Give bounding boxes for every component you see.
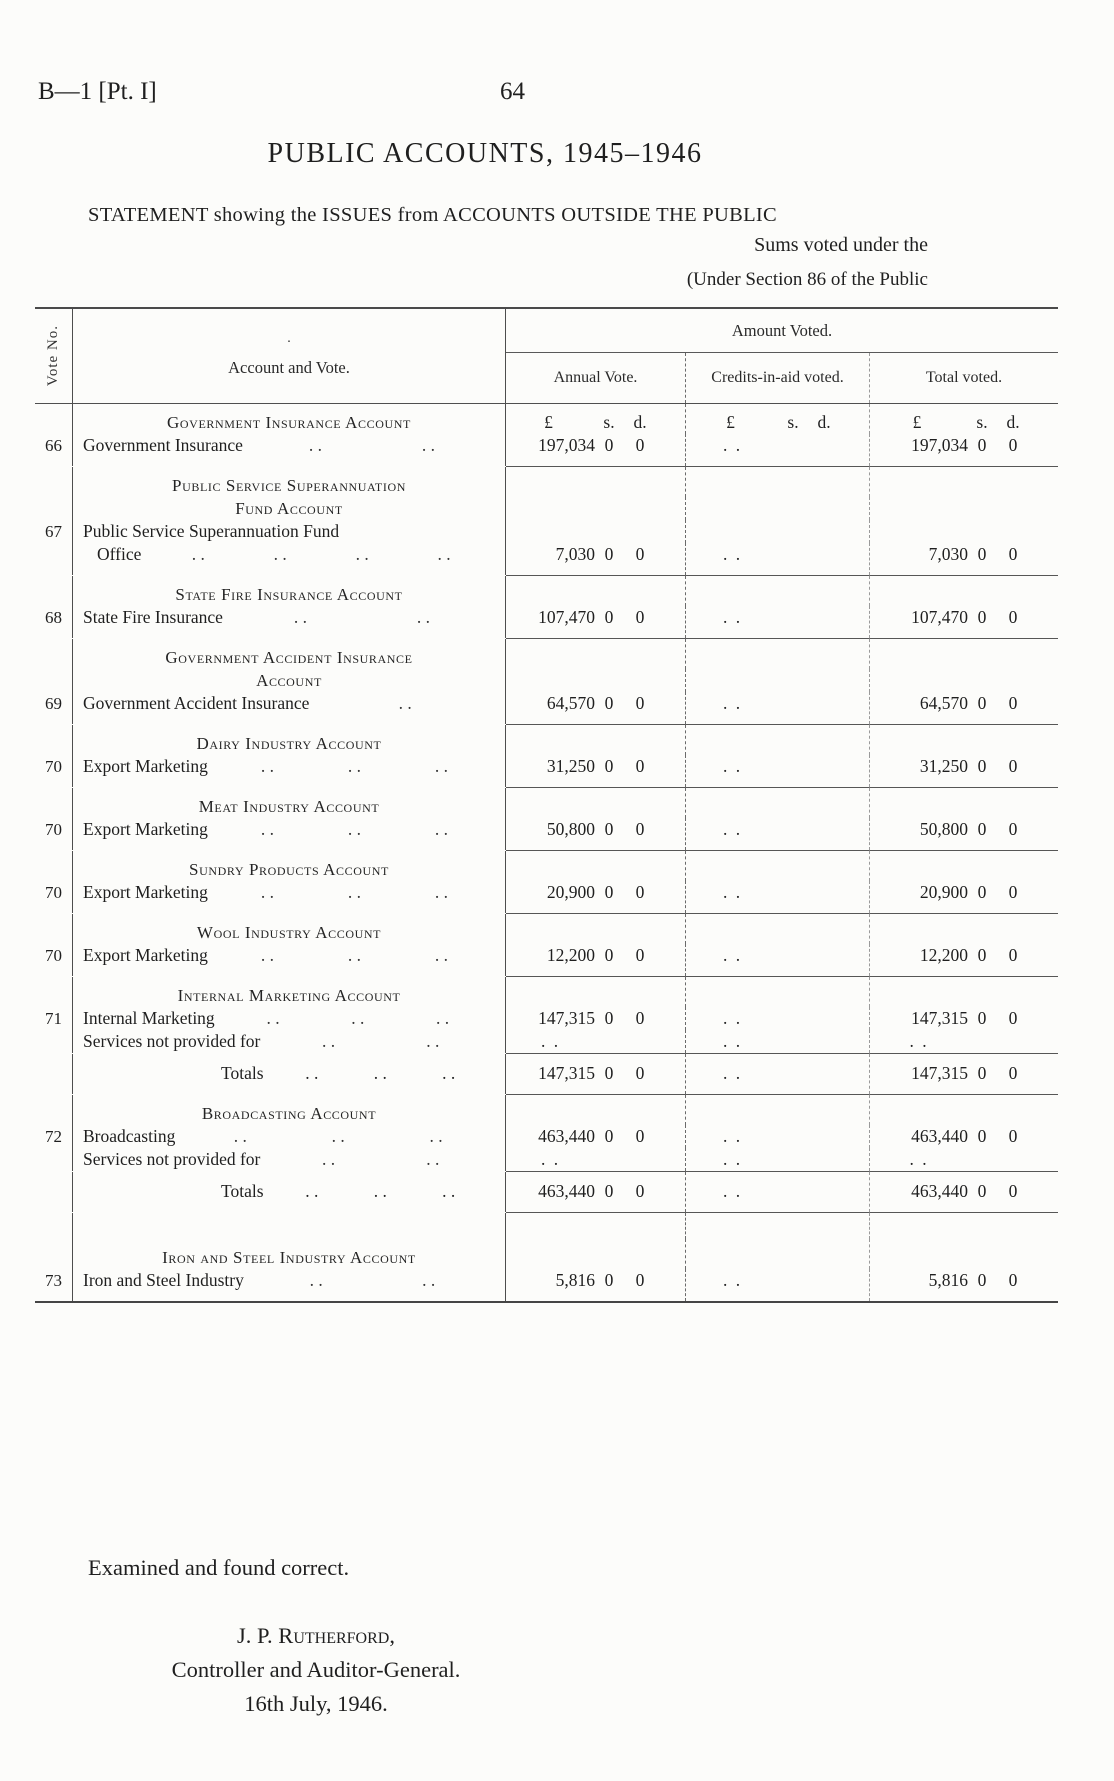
- account-label: [73, 818, 506, 850]
- signature-title: Controller and Auditor-General.: [171, 1657, 461, 1682]
- empty-cell: [506, 851, 686, 881]
- account-label: [73, 1148, 506, 1171]
- amount-total: 7,030 0 0: [928, 544, 1018, 564]
- dot-leader: . .: [321, 1031, 336, 1051]
- account-label: [73, 1269, 506, 1301]
- account-label: [73, 944, 506, 976]
- dot-leader: . .: [416, 607, 431, 627]
- amount-total: 463,440 0 0: [911, 1126, 1018, 1146]
- account-heading: Broadcasting Account: [73, 1095, 506, 1125]
- spacer-cell: [73, 1213, 506, 1239]
- amount-annual: 7,030 0 0: [506, 543, 686, 575]
- empty-cell: [686, 467, 870, 497]
- vote-cell: [35, 851, 73, 881]
- dot-leader: . .: [434, 819, 449, 839]
- dot-leader: . .: [398, 693, 412, 713]
- empty-cell: [506, 1095, 686, 1125]
- vote-cell: [35, 639, 73, 669]
- amount-credits: . .: [686, 1172, 870, 1212]
- column-header-amount-voted: Amount Voted.: [506, 309, 1058, 353]
- table-header: [35, 309, 1058, 404]
- dot-leader: . .: [260, 756, 274, 776]
- amount-annual: 463,440 0 0: [506, 1125, 686, 1148]
- account-label-text: Services not provided for: [83, 1031, 261, 1051]
- amount-annual: 463,440 0 0: [506, 1172, 686, 1212]
- empty-cell: [870, 467, 1058, 497]
- amount-total: £ s. d.: [912, 412, 1020, 432]
- dot-leader: . .: [305, 1181, 319, 1201]
- amount-credits: . .: [686, 606, 870, 638]
- account-label-text: Export Marketing: [83, 882, 208, 902]
- dot-leader: . .: [260, 945, 274, 965]
- amount-annual: . .: [506, 1148, 686, 1171]
- vote-cell: [35, 669, 73, 692]
- signature-block: [128, 1619, 504, 1721]
- empty-cell: [686, 639, 870, 669]
- amount-total: 463,440 0 0: [911, 1181, 1018, 1201]
- vote-cell: [35, 1095, 73, 1125]
- account-label-text: Office: [97, 544, 142, 564]
- vote-number: [35, 1148, 73, 1171]
- totals-label: [73, 1054, 506, 1094]
- account-label: [73, 1007, 506, 1030]
- empty-cell: [686, 1239, 870, 1269]
- account-label: [73, 881, 506, 913]
- column-header-credits-in-aid: Credits-in-aid voted.: [686, 353, 870, 403]
- account-label: [73, 692, 506, 724]
- column-header-total-voted: Total voted.: [925, 369, 1003, 386]
- empty-cell: [506, 467, 686, 497]
- vote-cell: [35, 1054, 73, 1094]
- dot-leader: . .: [426, 1031, 440, 1051]
- empty-cell: [506, 977, 686, 1007]
- account-label: [73, 1125, 506, 1148]
- empty-cell: [686, 788, 870, 818]
- dot-leader: . .: [434, 882, 449, 902]
- doc-ref: B—1 [Pt. I]: [38, 78, 157, 105]
- empty-cell: [870, 639, 1058, 669]
- amount-annual: 12,200 0 0: [506, 944, 686, 976]
- account-label-text: Services not provided for: [83, 1149, 261, 1169]
- account-heading: Internal Marketing Account: [73, 977, 506, 1007]
- account-heading: Meat Industry Account: [73, 788, 506, 818]
- dot-leader: . .: [434, 756, 449, 776]
- amount-credits: . .: [686, 1054, 870, 1094]
- dot-leader: . .: [351, 1008, 365, 1028]
- dot-leader: . .: [421, 435, 436, 455]
- empty-cell: [506, 725, 686, 755]
- dot-leader: . .: [373, 1181, 387, 1201]
- account-heading: Dairy Industry Account: [73, 725, 506, 755]
- column-header-annual-vote: Annual Vote.: [506, 353, 686, 403]
- account-label-text: State Fire Insurance: [83, 607, 223, 627]
- amount-total: 12,200 0 0: [919, 945, 1018, 965]
- amount-total: 107,470 0 0: [911, 607, 1018, 627]
- empty-cell: [870, 914, 1058, 944]
- empty-cell: [870, 497, 1058, 520]
- dot-leader: . .: [331, 1126, 345, 1146]
- signature-name: J. P. Rutherford,: [237, 1623, 395, 1648]
- amount-total: 50,800 0 0: [919, 819, 1018, 839]
- dot-leader: . .: [437, 544, 451, 564]
- amount-total: 31,250 0 0: [919, 756, 1018, 776]
- dot-leader: . .: [260, 882, 274, 902]
- empty-cell: [506, 576, 686, 606]
- amount-credits: . .: [686, 1148, 870, 1171]
- vote-cell: [35, 788, 73, 818]
- vote-cell: [35, 914, 73, 944]
- account-header-dot: .: [287, 331, 291, 346]
- vote-number: 68: [35, 606, 73, 638]
- amount-annual: 50,800 0 0: [506, 818, 686, 850]
- account-label-text: Export Marketing: [83, 756, 208, 776]
- amount-credits: . .: [686, 1125, 870, 1148]
- account-heading: Government Insurance Account: [73, 404, 506, 434]
- amount-credits: . .: [686, 1030, 870, 1053]
- vote-number: 70: [35, 881, 73, 913]
- amount-credits: . .: [686, 1007, 870, 1030]
- amount-annual: . .: [506, 1030, 686, 1053]
- account-label: [73, 543, 506, 575]
- amount-total: 20,900 0 0: [919, 882, 1018, 902]
- dot-leader: . .: [422, 1270, 436, 1290]
- empty-cell: [870, 576, 1058, 606]
- dot-leader: . .: [321, 1149, 336, 1169]
- totals-label-text: Totals: [221, 1063, 264, 1083]
- dot-leader: . .: [436, 1008, 450, 1028]
- empty-cell: [870, 669, 1058, 692]
- dot-leader: . .: [426, 1149, 440, 1169]
- amount-total: . .: [909, 1031, 929, 1051]
- empty-cell: [686, 1095, 870, 1125]
- account-header-label: Account and Vote.: [228, 358, 350, 377]
- account-heading: State Fire Insurance Account: [73, 576, 506, 606]
- table-body: [35, 404, 1058, 1301]
- vote-number: 70: [35, 755, 73, 787]
- amount-credits: . .: [686, 818, 870, 850]
- account-heading: Account: [73, 669, 506, 692]
- vote-cell: [35, 467, 73, 497]
- amount-credits: . .: [686, 434, 870, 466]
- empty-cell: [506, 1239, 686, 1269]
- dot-leader: . .: [442, 1063, 456, 1083]
- vote-cell: [35, 404, 73, 434]
- amount-annual: 197,034 0 0: [506, 434, 686, 466]
- dot-leader: . .: [429, 1126, 443, 1146]
- empty-cell: [506, 520, 686, 543]
- account-label: [73, 434, 506, 466]
- amount-annual: £ s. d.: [506, 404, 686, 434]
- amount-credits: . .: [686, 755, 870, 787]
- vote-number: 73: [35, 1269, 73, 1301]
- dot-leader: . .: [347, 756, 362, 776]
- empty-cell: [686, 914, 870, 944]
- amount-total: 147,315 0 0: [911, 1008, 1018, 1028]
- empty-cell: [870, 788, 1058, 818]
- amount-total: 64,570 0 0: [919, 693, 1018, 713]
- dot-leader: . .: [233, 1126, 247, 1146]
- amount-annual: 64,570 0 0: [506, 692, 686, 724]
- account-label: [73, 1030, 506, 1053]
- vote-cell: [35, 1172, 73, 1212]
- vote-cell: [35, 576, 73, 606]
- account-label-text: Iron and Steel Industry: [83, 1270, 244, 1290]
- account-heading: Government Accident Insurance: [73, 639, 506, 669]
- vote-cell: [35, 977, 73, 1007]
- account-label-text: Government Insurance: [83, 435, 243, 455]
- vote-number: 66: [35, 434, 73, 466]
- vote-number: 69: [35, 692, 73, 724]
- totals-label: [73, 1172, 506, 1212]
- vote-no-label: Vote No.: [45, 325, 61, 387]
- dot-leader: . .: [273, 544, 287, 564]
- vote-number: 67: [35, 520, 73, 543]
- vote-number: 72: [35, 1125, 73, 1148]
- dot-leader: . .: [260, 819, 274, 839]
- empty-cell: [506, 639, 686, 669]
- empty-cell: [686, 851, 870, 881]
- page-number: 64: [500, 78, 525, 105]
- amount-annual: 31,250 0 0: [506, 755, 686, 787]
- vote-number: [35, 543, 73, 575]
- statement-subline: Sums voted under the: [754, 234, 928, 256]
- dot-leader: . .: [347, 819, 362, 839]
- empty-cell: [506, 669, 686, 692]
- empty-cell: [870, 1239, 1058, 1269]
- account-heading: Public Service Superannuation: [73, 467, 506, 497]
- amount-credits: . .: [686, 1269, 870, 1301]
- dot-leader: . .: [305, 1063, 319, 1083]
- statement-section-note: (Under Section 86 of the Public: [686, 269, 928, 290]
- account-label-text: Export Marketing: [83, 819, 208, 839]
- signature-date: 16th July, 1946.: [244, 1691, 388, 1716]
- amount-credits: . .: [686, 944, 870, 976]
- empty-cell: [870, 851, 1058, 881]
- amount-credits: . .: [686, 881, 870, 913]
- page-title: PUBLIC ACCOUNTS, 1945–1946: [267, 138, 703, 169]
- column-header-vote-no: [35, 309, 73, 403]
- amount-annual: 107,470 0 0: [506, 606, 686, 638]
- accounts-table: [35, 307, 1058, 1303]
- amount-credits: £ s. d.: [686, 404, 870, 434]
- spacer-cell: [35, 1213, 73, 1239]
- vote-cell: [35, 497, 73, 520]
- empty-cell: [686, 576, 870, 606]
- dot-leader: . .: [309, 1270, 323, 1290]
- spacer-cell: [506, 1213, 686, 1239]
- vote-number: 70: [35, 818, 73, 850]
- empty-cell: [870, 977, 1058, 1007]
- dot-leader: . .: [434, 945, 449, 965]
- account-heading: Iron and Steel Industry Account: [73, 1239, 506, 1269]
- vote-number: [35, 1030, 73, 1053]
- spacer-cell: [870, 1213, 1058, 1239]
- amount-total: 197,034 0 0: [911, 435, 1018, 455]
- dot-leader: . .: [293, 607, 308, 627]
- dot-leader: . .: [355, 544, 369, 564]
- account-heading: Fund Account: [73, 497, 506, 520]
- amount-annual: 147,315 0 0: [506, 1054, 686, 1094]
- account-label-text: Broadcasting: [83, 1126, 176, 1146]
- empty-cell: [686, 725, 870, 755]
- empty-cell: [506, 914, 686, 944]
- account-label-text: Export Marketing: [83, 945, 208, 965]
- amount-credits: . .: [686, 692, 870, 724]
- amount-total: . .: [909, 1149, 929, 1169]
- running-header: [38, 78, 1076, 112]
- dot-leader: . .: [347, 882, 362, 902]
- empty-cell: [870, 725, 1058, 755]
- dot-leader: . .: [442, 1181, 456, 1201]
- dot-leader: . .: [347, 945, 362, 965]
- account-label-text: Government Accident Insurance: [83, 693, 310, 713]
- amount-annual: 5,816 0 0: [506, 1269, 686, 1301]
- dot-leader: . .: [308, 435, 322, 455]
- account-heading: Wool Industry Account: [73, 914, 506, 944]
- empty-cell: [870, 1095, 1058, 1125]
- statement-heading: STATEMENT showing the ISSUES from ACCOUNTS OUTSIDE THE PUBLIC: [88, 204, 778, 226]
- totals-label-text: Totals: [221, 1181, 264, 1201]
- examined-note: Examined and found correct.: [88, 1555, 350, 1580]
- empty-cell: [686, 977, 870, 1007]
- vote-cell: [35, 725, 73, 755]
- amount-annual: 20,900 0 0: [506, 881, 686, 913]
- amount-total: 147,315 0 0: [911, 1063, 1018, 1083]
- dot-leader: . .: [191, 544, 205, 564]
- vote-number: 70: [35, 944, 73, 976]
- empty-cell: [870, 520, 1058, 543]
- dot-leader: . .: [266, 1008, 280, 1028]
- empty-cell: [506, 788, 686, 818]
- spacer-cell: [686, 1213, 870, 1239]
- account-label: [73, 755, 506, 787]
- empty-cell: [686, 669, 870, 692]
- vote-cell: [35, 1239, 73, 1269]
- amount-annual: 147,315 0 0: [506, 1007, 686, 1030]
- amount-credits: . .: [686, 543, 870, 575]
- account-label-text: Internal Marketing: [83, 1008, 215, 1028]
- empty-cell: [686, 497, 870, 520]
- amount-total: 5,816 0 0: [928, 1270, 1018, 1290]
- account-label: [73, 520, 506, 543]
- empty-cell: [686, 520, 870, 543]
- account-label-text: Public Service Superannuation Fund: [83, 521, 340, 541]
- account-label: [73, 606, 506, 638]
- account-heading: Sundry Products Account: [73, 851, 506, 881]
- column-header-account: [73, 309, 506, 403]
- empty-cell: [506, 497, 686, 520]
- dot-leader: . .: [373, 1063, 387, 1083]
- vote-number: 71: [35, 1007, 73, 1030]
